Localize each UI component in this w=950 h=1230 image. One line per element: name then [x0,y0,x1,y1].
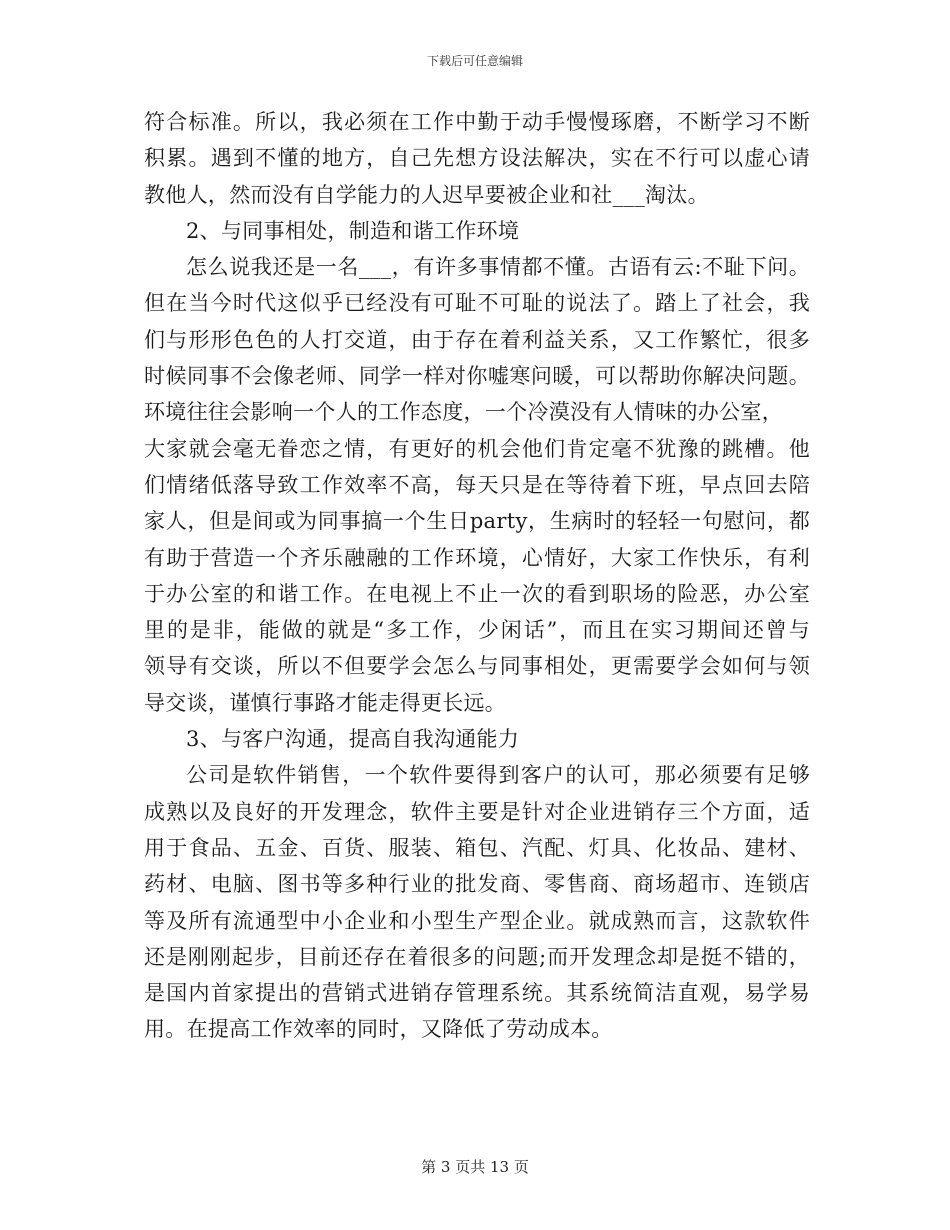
text-line: 用于食品、五金、百货、服装、箱包、汽配、灯具、化妆品、建材、 [144,835,810,860]
text-line: 积累。遇到不懂的地方，自己先想方设法解决，实在不行可以虚心请 [144,146,810,171]
text-line: 环境往往会影响一个人的工作态度，一个冷漠没有人情味的办公室， [144,400,783,425]
page-header: 下载后可任意编辑 [426,54,523,68]
text-line: 们情绪低落导致工作效率不高，每天只是在等待着下班，早点回去陪 [144,472,810,497]
text-line: 3、与客户沟通，提高自我沟通能力 [186,727,520,752]
text-line: 药材、电脑、图书等多种行业的批发商、零售商、商场超市、连锁店 [144,872,810,897]
text-line: 用。在提高工作效率的同时，又降低了劳动成本。 [144,1017,613,1042]
text-line: 时候同事不会像老师、同学一样对你嘘寒问暖，可以帮助你解决问题。 [144,364,810,389]
text-line: 符合标准。所以，我必须在工作中勤于动手慢慢琢磨，不断学习不断 [144,110,810,134]
page-footer: 第 3 页共 13 页 [421,1158,529,1176]
text-line: 等及所有流通型中小企业和小型生产型企业。就成熟而言，这款软件 [144,908,810,933]
text-line: 里的是非，能做的就是“多工作，少闲话”，而且在实习期间还曾与 [144,618,810,643]
document-body [144,104,810,1048]
text-line: 大家就会毫无眷恋之情，有更好的机会他们肯定毫不犹豫的跳槽。他 [144,436,810,461]
text-line: 是国内首家提出的营销式进销存管理系统。其系统简洁直观，易学易 [144,981,810,1006]
text-line: 有助于营造一个齐乐融融的工作环境，心情好，大家工作快乐，有利 [144,545,810,570]
text-line: 们与形形色色的人打交道，由于存在着利益关系，又工作繁忙，很多 [144,327,810,352]
text-line: 公司是软件销售，一个软件要得到客户的认可，那必须要有足够 [186,763,810,788]
text-line: 但在当今时代这似乎已经没有可耻不可耻的说法了。踏上了社会，我 [144,291,810,316]
text-line: 领导有交谈，所以不但要学会怎么与同事相处，更需要学会如何与领 [144,654,810,679]
text-line: 家人，但是间或为同事搞一个生日party，生病时的轻轻一句慰问，都 [144,509,810,534]
text-line: 还是刚刚起步，目前还存在着很多的问题;而开发理念却是挺不错的， [144,944,810,969]
text-line: 2、与同事相处，制造和谐工作环境 [186,218,520,243]
text-line: 成熟以及良好的开发理念，软件主要是针对企业进销存三个方面，适 [144,799,810,824]
text-line: 于办公室的和谐工作。在电视上不止一次的看到职场的险恶，办公室 [144,581,810,606]
text-line: 导交谈，谨慎行事路才能走得更长远。 [144,690,507,715]
text-line: 教他人，然而没有自学能力的人迟早要被企业和社___淘汰。 [144,182,709,207]
text-line: 怎么说我还是一名___，有许多事情都不懂。古语有云:不耻下问。 [186,255,810,280]
